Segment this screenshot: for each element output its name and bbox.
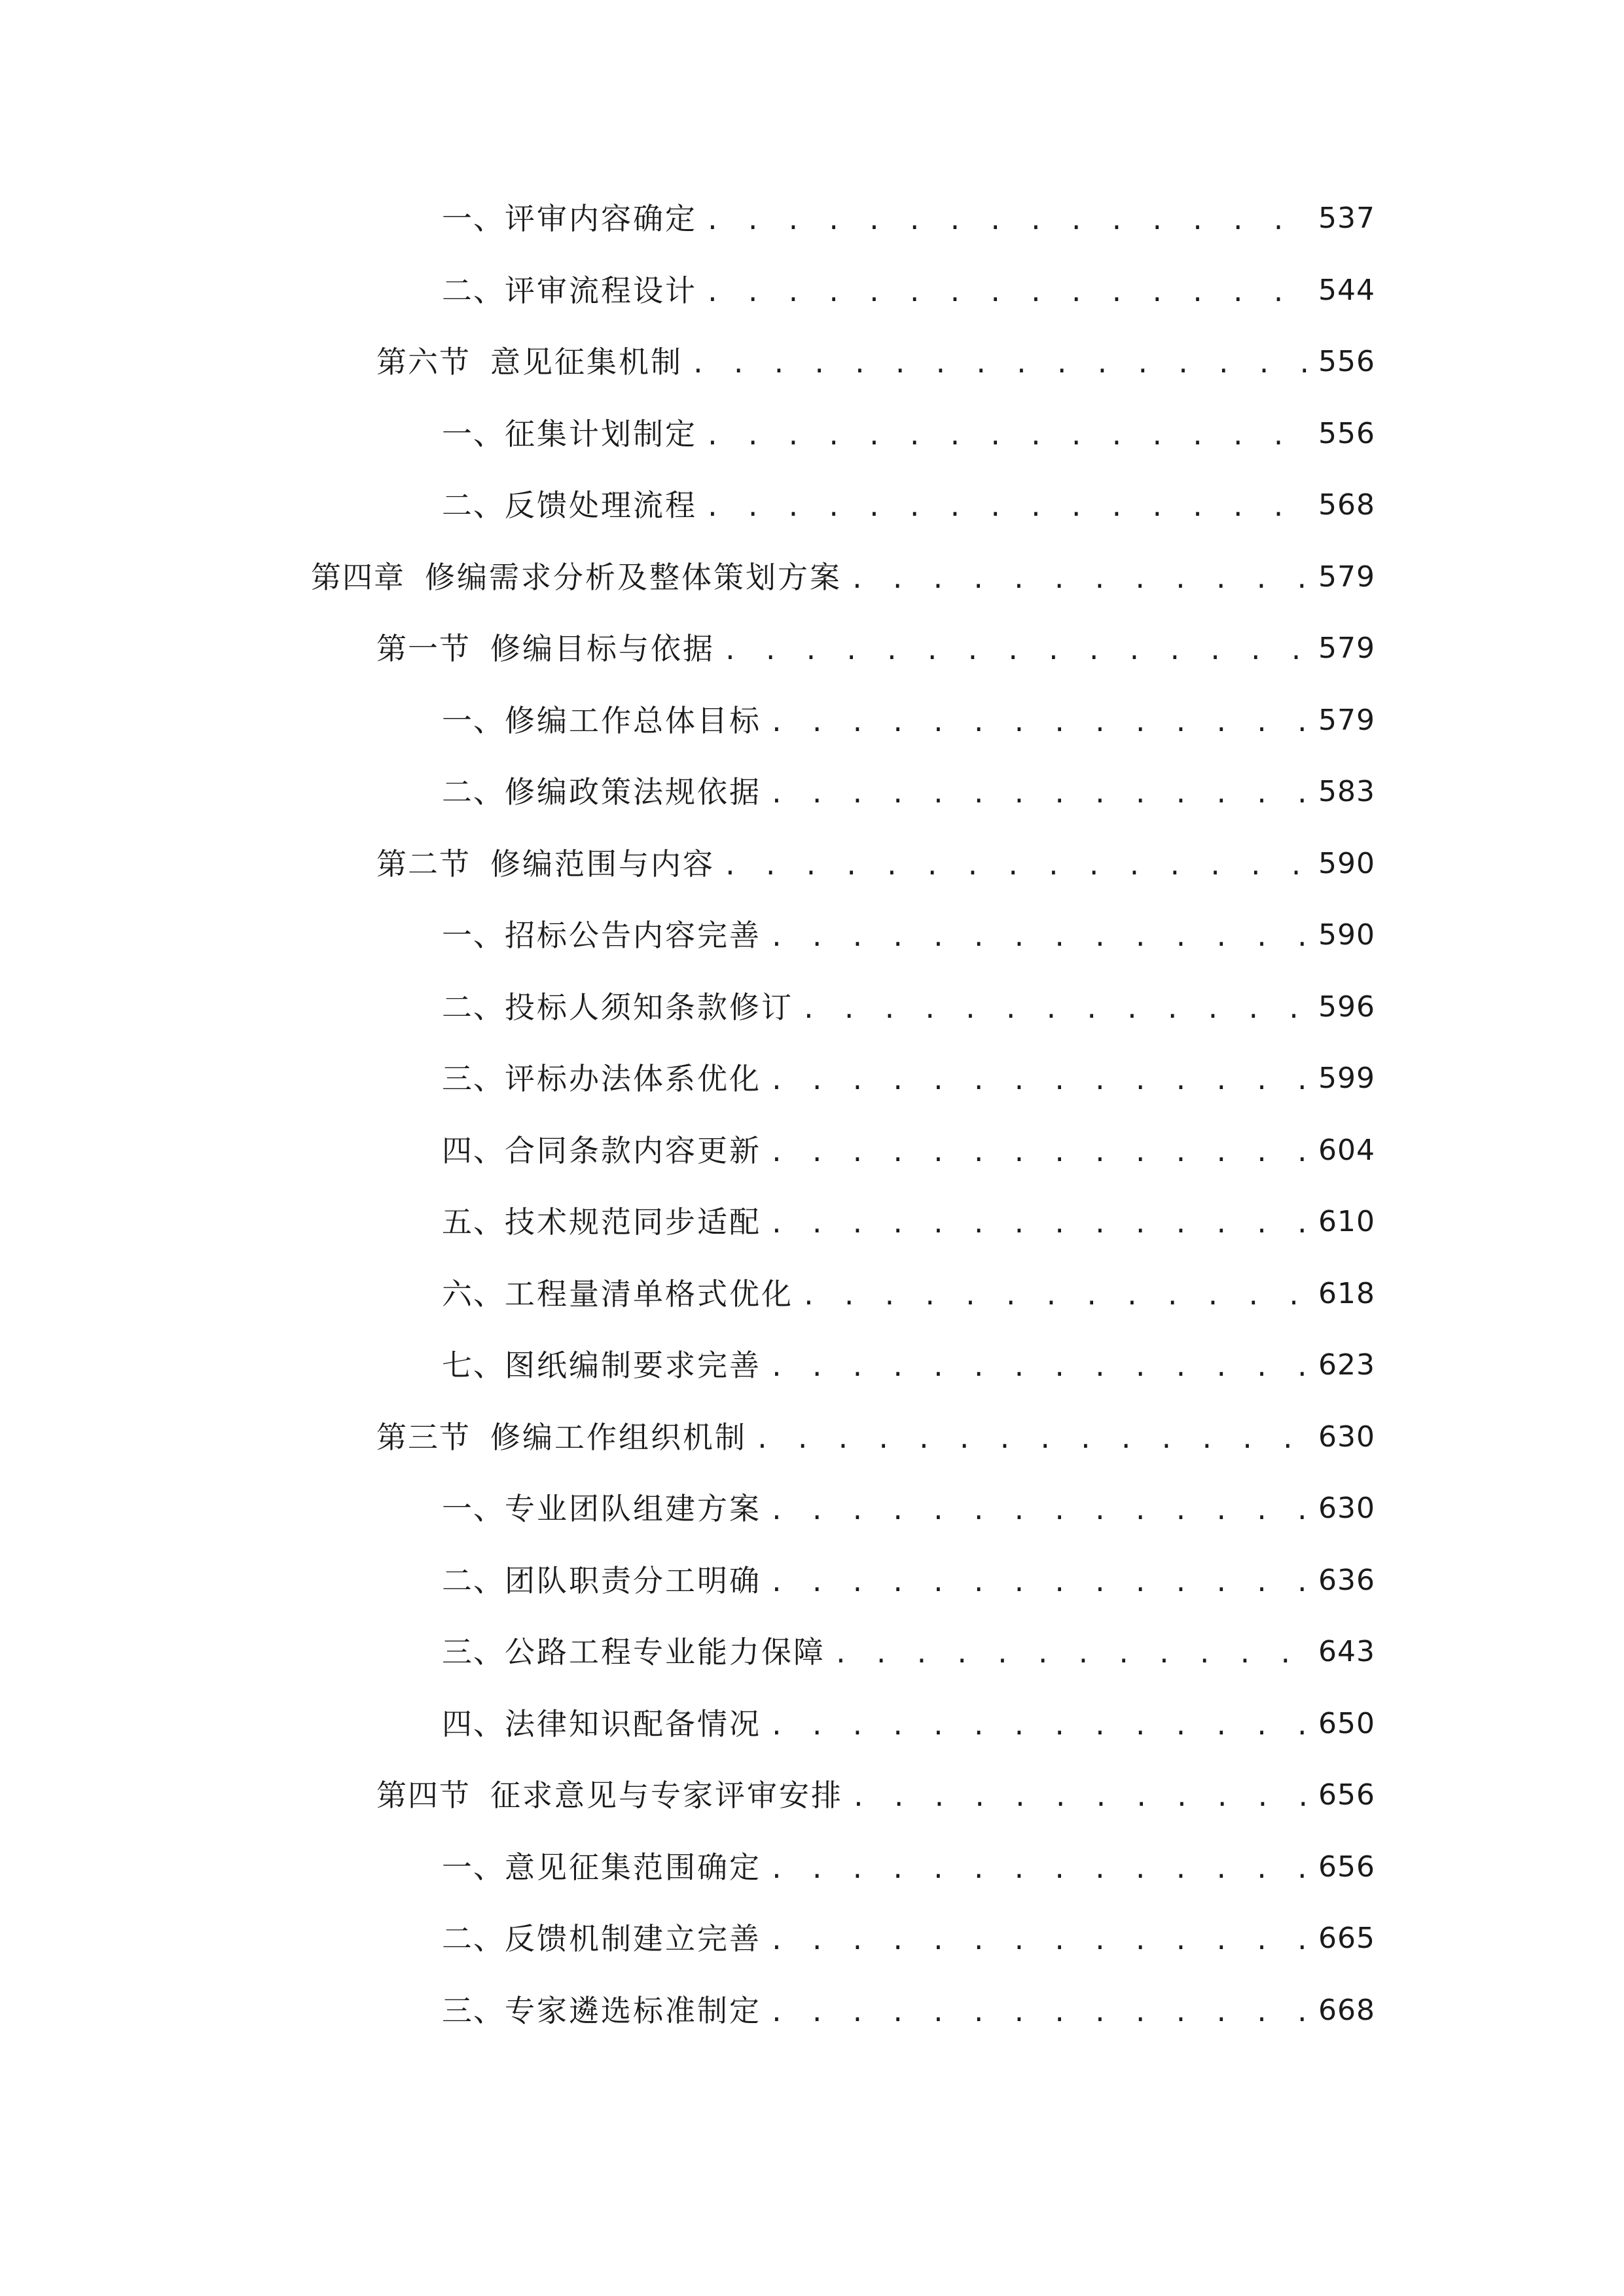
toc-entry-page: 596	[1318, 990, 1375, 1024]
toc-entry[interactable]	[0, 838, 1624, 890]
toc-entry-number: 一、	[442, 918, 505, 953]
toc-entry-title: 意见征集机制	[490, 344, 683, 380]
toc-entry[interactable]	[0, 622, 1624, 675]
toc-entry-number: 一、	[442, 1850, 505, 1885]
toc-entry-title: 评审流程设计	[505, 273, 697, 308]
toc-entry[interactable]	[0, 1052, 1624, 1105]
toc-entry[interactable]	[0, 1482, 1624, 1535]
toc-entry-title: 反馈机制建立完善	[505, 1921, 761, 1956]
toc-entry-title: 公路工程专业能力保障	[505, 1634, 825, 1670]
toc-entry-number: 二、	[442, 273, 505, 308]
toc-entry-title: 修编目标与依据	[490, 631, 715, 666]
dot-leader	[705, 192, 1309, 245]
toc-entry-page: 604	[1318, 1134, 1375, 1167]
dot-leader	[769, 1554, 1309, 1607]
toc-entry-title: 反馈处理流程	[505, 488, 697, 523]
toc-entry-page: 579	[1318, 560, 1375, 594]
dot-leader	[705, 264, 1309, 317]
toc-entry-page: 568	[1318, 488, 1375, 522]
toc-entry-page: 665	[1318, 1922, 1375, 1955]
toc-entry-title: 意见征集范围确定	[505, 1850, 761, 1885]
toc-entry[interactable]	[0, 551, 1624, 603]
toc-entry-page: 556	[1318, 345, 1375, 378]
toc-entry-number: 一、	[442, 703, 505, 738]
toc-entry[interactable]	[0, 1984, 1624, 2037]
toc-entry-number: 一、	[442, 201, 505, 236]
toc-entry-title: 图纸编制要求完善	[505, 1348, 761, 1383]
toc-entry[interactable]	[0, 192, 1624, 245]
toc-entry[interactable]	[0, 479, 1624, 531]
toc-entry-number: 二、	[442, 774, 505, 810]
dot-leader	[850, 551, 1309, 603]
dot-leader	[769, 1482, 1309, 1535]
toc-entry-number: 第三节	[376, 1420, 471, 1455]
dot-leader	[769, 1339, 1309, 1391]
toc-entry[interactable]	[0, 1196, 1624, 1248]
toc-entry[interactable]	[0, 909, 1624, 961]
toc-entry-page: 544	[1318, 274, 1375, 307]
toc-entry-number: 第四章	[311, 560, 405, 595]
toc-entry-number: 一、	[442, 1491, 505, 1526]
toc-entry-title: 合同条款内容更新	[505, 1133, 761, 1168]
toc-entry-number: 二、	[442, 990, 505, 1025]
dot-leader	[769, 1052, 1309, 1105]
toc-entry-page: 537	[1318, 202, 1375, 235]
dot-leader	[769, 766, 1309, 818]
dot-leader	[833, 1626, 1309, 1678]
toc-entry-title: 修编范围与内容	[490, 846, 715, 882]
toc-entry[interactable]	[0, 1554, 1624, 1607]
toc-entry-page: 643	[1318, 1635, 1375, 1668]
toc-entry-number: 五、	[442, 1204, 505, 1240]
toc-entry-number: 六、	[442, 1276, 505, 1312]
toc-entry-page: 656	[1318, 1778, 1375, 1812]
dot-leader	[801, 981, 1309, 1033]
toc-entry[interactable]	[0, 1769, 1624, 1821]
toc-entry-number: 二、	[442, 1921, 505, 1956]
toc-entry[interactable]	[0, 1841, 1624, 1893]
toc-entry[interactable]	[0, 1124, 1624, 1177]
toc-entry-page: 623	[1318, 1348, 1375, 1382]
toc-entry-title: 工程量清单格式优化	[505, 1276, 793, 1312]
toc-entry-page: 599	[1318, 1062, 1375, 1095]
toc-entry-title: 团队职责分工明确	[505, 1563, 761, 1598]
toc-entry-title: 法律知识配备情况	[505, 1706, 761, 1742]
toc-entry-page: 650	[1318, 1707, 1375, 1740]
dot-leader	[691, 336, 1309, 388]
dot-leader	[769, 1984, 1309, 2037]
dot-leader	[723, 838, 1309, 890]
toc-entry-number: 二、	[442, 488, 505, 523]
toc-entry-number: 第四节	[376, 1778, 471, 1813]
toc-entry[interactable]	[0, 1268, 1624, 1320]
toc-entry-title: 专家遴选标准制定	[505, 1993, 761, 2028]
toc-entry-page: 656	[1318, 1850, 1375, 1884]
toc-entry-title: 招标公告内容完善	[505, 918, 761, 953]
toc-entry-title: 征集计划制定	[505, 416, 697, 452]
toc-entry-title: 评审内容确定	[505, 201, 697, 236]
toc-entry[interactable]	[0, 1912, 1624, 1965]
toc-entry-page: 579	[1318, 632, 1375, 665]
dot-leader	[769, 909, 1309, 961]
toc-entry[interactable]	[0, 981, 1624, 1033]
toc-entry-page: 590	[1318, 847, 1375, 880]
toc-entry-title: 修编政策法规依据	[505, 774, 761, 810]
toc-entry-number: 三、	[442, 1634, 505, 1670]
toc-entry[interactable]	[0, 766, 1624, 818]
dot-leader	[769, 1912, 1309, 1965]
toc-entry-title: 修编需求分析及整体策划方案	[425, 560, 842, 595]
dot-leader	[851, 1769, 1309, 1821]
toc-entry-number: 二、	[442, 1563, 505, 1598]
toc-entry-page: 590	[1318, 918, 1375, 952]
dot-leader	[769, 1841, 1309, 1893]
toc-entry-page: 636	[1318, 1564, 1375, 1597]
toc-entry-page: 579	[1318, 704, 1375, 737]
dot-leader	[723, 622, 1309, 675]
toc-entry-title: 专业团队组建方案	[505, 1491, 761, 1526]
toc-entry-number: 三、	[442, 1993, 505, 2028]
dot-leader	[755, 1411, 1309, 1463]
toc-entry-number: 四、	[442, 1133, 505, 1168]
dot-leader	[769, 694, 1309, 747]
toc-entry[interactable]	[0, 1411, 1624, 1463]
toc-entry[interactable]	[0, 408, 1624, 460]
dot-leader	[769, 1196, 1309, 1248]
toc-entry-page: 618	[1318, 1277, 1375, 1310]
toc-entry-page: 630	[1318, 1420, 1375, 1454]
toc-entry-title: 评标办法体系优化	[505, 1061, 761, 1096]
dot-leader	[769, 1124, 1309, 1177]
toc-entry-number: 第一节	[376, 631, 471, 666]
toc-entry[interactable]	[0, 1626, 1624, 1678]
toc-entry-title: 征求意见与专家评审安排	[490, 1778, 843, 1813]
toc-entry-number: 七、	[442, 1348, 505, 1383]
toc-entry-page: 583	[1318, 775, 1375, 808]
toc-entry-number: 一、	[442, 416, 505, 452]
toc-entry-number: 三、	[442, 1061, 505, 1096]
toc-entry[interactable]	[0, 1698, 1624, 1750]
toc-entry-page: 610	[1318, 1205, 1375, 1238]
toc-entry-page: 630	[1318, 1492, 1375, 1525]
toc-entry-number: 第六节	[376, 344, 471, 380]
toc-entry-title: 修编工作组织机制	[490, 1420, 747, 1455]
toc-entry[interactable]	[0, 694, 1624, 747]
toc-entry-title: 技术规范同步适配	[505, 1204, 761, 1240]
toc-entry[interactable]	[0, 1339, 1624, 1391]
toc-entry-page: 668	[1318, 1994, 1375, 2027]
dot-leader	[769, 1698, 1309, 1750]
toc-entry-title: 修编工作总体目标	[505, 703, 761, 738]
dot-leader	[705, 408, 1309, 460]
toc-entry[interactable]	[0, 264, 1624, 317]
dot-leader	[705, 479, 1309, 531]
toc-entry-title: 投标人须知条款修订	[505, 990, 793, 1025]
toc-entry[interactable]	[0, 336, 1624, 388]
dot-leader	[801, 1268, 1309, 1320]
toc-entry-number: 四、	[442, 1706, 505, 1742]
toc-entry-page: 556	[1318, 417, 1375, 450]
toc-entry-number: 第二节	[376, 846, 471, 882]
